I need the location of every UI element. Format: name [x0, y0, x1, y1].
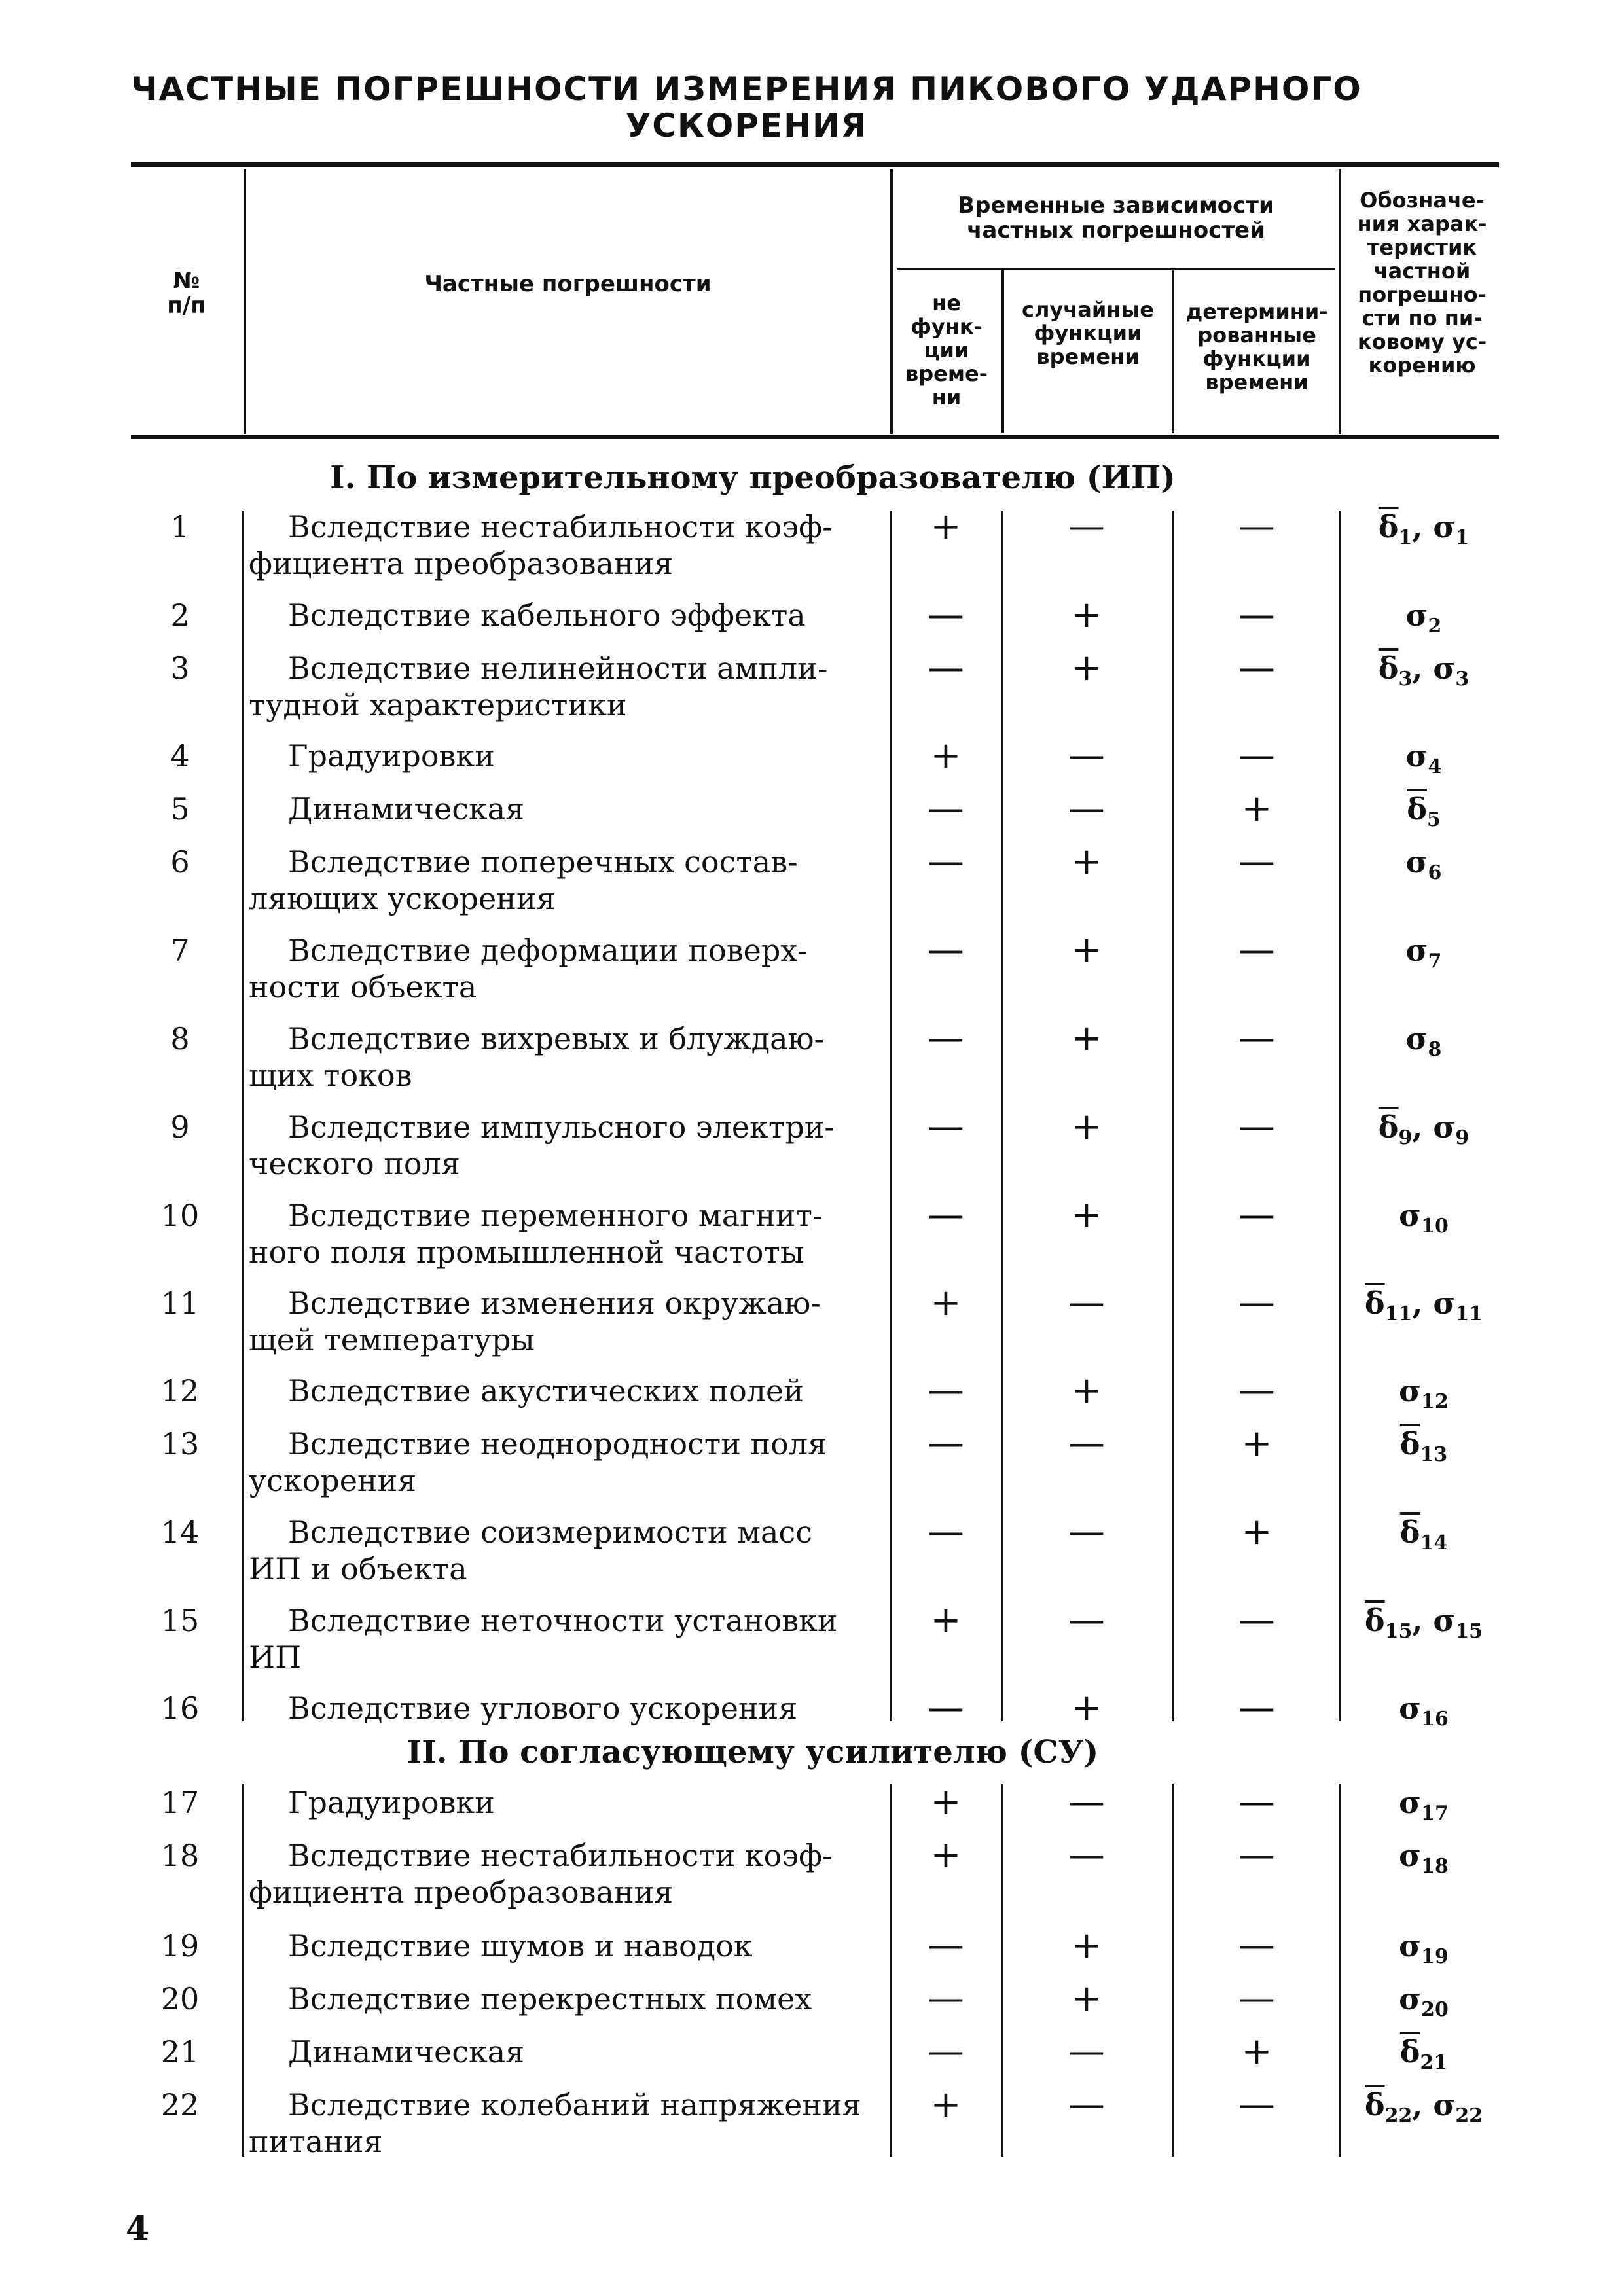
row-mark-determ: —	[1238, 1105, 1275, 1148]
row-mark-nonfunc: —	[928, 647, 964, 689]
row-description-line-2: щих токов	[249, 1058, 412, 1093]
notation-separator: ,	[1412, 509, 1434, 545]
delta-subscript: 11	[1384, 1302, 1413, 1326]
row-mark-nonfunc: +	[930, 734, 962, 777]
row-description	[249, 1197, 887, 1270]
row-mark-random: +	[1071, 1687, 1102, 1729]
row-mark-random: —	[1068, 1511, 1105, 1553]
row-description-line-2: ности объекта	[249, 969, 477, 1005]
row-notation	[1348, 1372, 1499, 1420]
title-line-2: УСКОРЕНИЯ	[625, 107, 868, 145]
row-number: 17	[160, 1785, 200, 1820]
notation-separator: ,	[1412, 1109, 1434, 1145]
row-description	[249, 1426, 887, 1499]
row-mark-nonfunc: —	[928, 1194, 964, 1236]
body-divider-determ-2	[1172, 1784, 1174, 2157]
row-mark-determ: —	[1238, 2083, 1275, 2126]
row-mark-determ: —	[1238, 1781, 1275, 1823]
delta-symbol: $\overline{\delta}$	[1364, 1285, 1385, 1321]
row-description-line-1: Вследствие вихревых и блуждаю-	[288, 1021, 825, 1056]
delta-subscript: 13	[1420, 1443, 1448, 1467]
row-notation	[1348, 1602, 1499, 1650]
row-mark-nonfunc: —	[928, 929, 964, 971]
notation-separator: ,	[1412, 2087, 1434, 2123]
row-mark-random: +	[1071, 1977, 1102, 2020]
row-mark-random: +	[1071, 840, 1102, 883]
row-description	[249, 2034, 887, 2070]
delta-subscript: 22	[1384, 2104, 1413, 2128]
row-number: 7	[170, 933, 190, 968]
row-description-line-1: Вследствие шумов и наводок	[288, 1928, 753, 1964]
page-title	[0, 71, 1493, 144]
row-number: 18	[160, 1838, 200, 1873]
row-description-line-2: тудной характеристики	[249, 687, 627, 723]
row-description-line-1: Вследствие нестабильности коэф-	[288, 509, 833, 545]
row-mark-nonfunc: +	[930, 2083, 962, 2126]
delta-subscript: 1	[1398, 526, 1413, 550]
row-mark-random: —	[1068, 2083, 1105, 2126]
row-description-line-2: ускорения	[249, 1463, 417, 1498]
sigma-subscript: 18	[1421, 1855, 1449, 1878]
row-description	[249, 597, 887, 634]
body-divider-random-2	[1001, 1784, 1003, 2157]
row-description-line-1: Вследствие неоднородности поля	[288, 1426, 827, 1462]
row-number: 9	[170, 1109, 190, 1145]
row-mark-random: —	[1068, 2030, 1105, 2073]
row-mark-random: —	[1068, 787, 1105, 830]
sigma-symbol: σ	[1399, 1838, 1422, 1873]
row-description	[249, 1285, 887, 1358]
row-number: 21	[160, 2034, 200, 2070]
row-description-line-2: ного поля промышленной частоты	[249, 1234, 804, 1270]
sigma-subscript: 11	[1455, 1302, 1483, 1326]
row-mark-random: —	[1068, 1599, 1105, 1641]
row-notation	[1348, 2087, 1499, 2134]
header-divider-num	[244, 169, 246, 434]
body-divider-random-1	[1001, 511, 1003, 1721]
row-mark-random: —	[1068, 1422, 1105, 1465]
row-mark-determ: —	[1238, 1194, 1275, 1236]
row-number: 4	[170, 738, 190, 774]
row-description-line-2: фициента преобразования	[249, 1874, 674, 1910]
header-col-nonfunc: не функ- ции време- ни	[905, 291, 988, 410]
row-number: 8	[170, 1021, 190, 1056]
sigma-symbol: σ	[1433, 2087, 1456, 2123]
row-number: 6	[170, 844, 190, 880]
row-mark-nonfunc: +	[930, 1599, 962, 1641]
sigma-subscript: 2	[1428, 615, 1442, 638]
sigma-symbol: σ	[1433, 509, 1456, 545]
row-notation	[1348, 1690, 1499, 1738]
row-notation	[1348, 1426, 1499, 1473]
delta-symbol: $\overline{\delta}$	[1364, 2087, 1385, 2123]
row-mark-determ: —	[1238, 929, 1275, 971]
row-mark-random: —	[1068, 1282, 1105, 1324]
row-number: 16	[160, 1691, 200, 1726]
delta-subscript: 14	[1420, 1532, 1448, 1555]
body-divider-errors-2	[242, 1784, 244, 2157]
row-description	[249, 1602, 887, 1676]
sigma-subscript: 20	[1421, 1998, 1449, 2022]
delta-symbol: $\overline{\delta}$	[1399, 1515, 1420, 1550]
row-mark-determ: —	[1238, 505, 1275, 548]
sigma-symbol: σ	[1405, 844, 1428, 880]
sigma-symbol: σ	[1405, 598, 1428, 633]
body-divider-notation-2	[1339, 1784, 1341, 2157]
delta-subscript: 21	[1420, 2051, 1448, 2075]
row-description-line-2: ИП и объекта	[249, 1551, 467, 1587]
delta-symbol: $\overline{\delta}$	[1378, 509, 1399, 545]
row-description-line-1: Динамическая	[288, 2034, 525, 2070]
row-mark-determ: —	[1238, 734, 1275, 777]
row-description-line-1: Вследствие изменения окружаю-	[288, 1285, 821, 1321]
row-description-line-1: Вследствие соизмеримости масс	[288, 1515, 812, 1550]
row-mark-nonfunc: —	[928, 1511, 964, 1553]
row-number: 11	[160, 1285, 200, 1321]
sigma-symbol: σ	[1399, 1198, 1422, 1233]
row-mark-nonfunc: —	[928, 1422, 964, 1465]
sigma-subscript: 12	[1421, 1390, 1449, 1414]
row-mark-nonfunc: +	[930, 1282, 962, 1324]
notation-separator: ,	[1412, 1285, 1434, 1321]
row-number: 5	[170, 791, 190, 827]
sigma-symbol: σ	[1433, 651, 1456, 686]
sigma-subscript: 19	[1421, 1945, 1449, 1969]
row-mark-determ: —	[1238, 1687, 1275, 1729]
row-description-line-2: фициента преобразования	[249, 546, 674, 581]
row-description	[249, 1514, 887, 1587]
row-description	[249, 932, 887, 1005]
row-mark-nonfunc: —	[928, 1017, 964, 1060]
sigma-subscript: 15	[1455, 1620, 1483, 1643]
header-num: № п/п	[167, 268, 206, 319]
sigma-symbol: σ	[1399, 1373, 1422, 1408]
row-mark-determ: —	[1238, 1369, 1275, 1412]
header-col-determ: детермини- рованные функции времени	[1185, 299, 1328, 395]
delta-subscript: 9	[1398, 1126, 1413, 1150]
row-mark-determ: —	[1238, 1017, 1275, 1060]
sigma-symbol: σ	[1405, 933, 1428, 968]
body-divider-nonfunc-1	[890, 511, 892, 1721]
notation-separator: ,	[1412, 651, 1434, 686]
row-notation	[1348, 1285, 1499, 1333]
sigma-subscript: 6	[1428, 861, 1442, 885]
sigma-subscript: 3	[1455, 668, 1470, 691]
delta-symbol: $\overline{\delta}$	[1364, 1603, 1385, 1638]
delta-symbol: $\overline{\delta}$	[1399, 1426, 1420, 1462]
row-description-line-1: Градуировки	[288, 1785, 495, 1820]
body-divider-determ-1	[1172, 511, 1174, 1721]
row-mark-nonfunc: +	[930, 505, 962, 548]
row-description-line-1: Динамическая	[288, 791, 525, 827]
sigma-symbol: σ	[1433, 1109, 1456, 1145]
row-description-line-2: щей температуры	[249, 1322, 535, 1357]
row-description	[249, 844, 887, 917]
sigma-symbol: σ	[1399, 1981, 1422, 2017]
row-mark-nonfunc: —	[928, 2030, 964, 2073]
row-mark-determ: —	[1238, 647, 1275, 689]
row-notation	[1348, 1020, 1499, 1068]
row-number: 12	[160, 1373, 200, 1408]
sigma-subscript: 7	[1428, 950, 1442, 973]
row-mark-random: +	[1071, 647, 1102, 689]
row-description	[249, 1020, 887, 1094]
row-notation	[1348, 1981, 1499, 2028]
row-notation	[1348, 1109, 1499, 1157]
row-notation	[1348, 650, 1499, 698]
row-number: 3	[170, 651, 190, 686]
row-notation	[1348, 509, 1499, 556]
section-heading-su: II. По согласующему усилителю (СУ)	[406, 1734, 1099, 1770]
row-mark-nonfunc: +	[930, 1834, 962, 1876]
row-number: 20	[160, 1981, 200, 2017]
row-description	[249, 791, 887, 827]
row-notation	[1348, 1928, 1499, 1975]
row-description-line-1: Вследствие углового ускорения	[288, 1691, 798, 1726]
row-notation	[1348, 1514, 1499, 1562]
row-number: 14	[160, 1515, 200, 1550]
row-mark-random: —	[1068, 1834, 1105, 1876]
row-description-line-1: Вследствие перекрестных помех	[288, 1981, 812, 2017]
row-description	[249, 1981, 887, 2017]
row-description	[249, 1837, 887, 1910]
row-number: 22	[160, 2087, 200, 2123]
row-mark-determ: +	[1241, 787, 1272, 830]
row-notation	[1348, 932, 1499, 980]
delta-symbol: $\overline{\delta}$	[1407, 791, 1427, 827]
row-mark-determ: —	[1238, 1282, 1275, 1324]
row-mark-nonfunc: —	[928, 1924, 964, 1967]
row-description-line-1: Вследствие нестабильности коэф-	[288, 1838, 833, 1873]
sigma-symbol: σ	[1399, 1928, 1422, 1964]
row-description	[249, 738, 887, 774]
row-description-line-1: Вследствие переменного магнит-	[288, 1198, 823, 1233]
body-divider-nonfunc-2	[890, 1784, 892, 2157]
row-number: 1	[170, 509, 190, 545]
section-heading-ip: I. По измерительному преобразователю (ИП)	[330, 459, 1176, 496]
row-description-line-1: Вследствие нелинейности ампли-	[288, 651, 828, 686]
sigma-subscript: 17	[1421, 1802, 1449, 1825]
row-description	[249, 1784, 887, 1821]
body-divider-errors-1	[242, 511, 244, 1721]
notation-separator: ,	[1412, 1603, 1434, 1638]
row-mark-nonfunc: —	[928, 594, 964, 636]
header-bottom-rule	[131, 435, 1499, 439]
row-description-line-1: Вследствие неточности установки	[288, 1603, 838, 1638]
row-number: 2	[170, 598, 190, 633]
row-mark-nonfunc: —	[928, 1369, 964, 1412]
title-line-1: ЧАСТНЫЕ ПОГРЕШНОСТИ ИЗМЕРЕНИЯ ПИКОВОГО УДАРНОГО	[131, 70, 1362, 108]
delta-symbol: $\overline{\delta}$	[1399, 2034, 1420, 2070]
row-description	[249, 650, 887, 723]
sigma-symbol: σ	[1433, 1603, 1456, 1638]
row-mark-random: —	[1068, 505, 1105, 548]
header-col-random: случайные функции времени	[1022, 297, 1154, 369]
sigma-symbol: σ	[1405, 1021, 1428, 1056]
row-mark-determ: —	[1238, 594, 1275, 636]
row-notation	[1348, 2034, 1499, 2081]
sigma-symbol: σ	[1399, 1691, 1422, 1726]
row-mark-nonfunc: —	[928, 840, 964, 883]
row-mark-determ: +	[1241, 1511, 1272, 1553]
row-description-line-1: Вследствие импульсного электри-	[288, 1109, 835, 1145]
row-description-line-1: Вследствие кабельного эффекта	[288, 598, 806, 633]
sigma-subscript: 1	[1455, 526, 1470, 550]
row-description-line-2: ческого поля	[249, 1146, 460, 1181]
delta-subscript: 5	[1426, 808, 1441, 832]
delta-subscript: 15	[1384, 1620, 1413, 1643]
row-number: 10	[160, 1198, 200, 1233]
sigma-subscript: 8	[1428, 1038, 1442, 1062]
row-mark-determ: —	[1238, 1599, 1275, 1641]
sigma-subscript: 10	[1421, 1215, 1449, 1238]
row-description	[249, 1690, 887, 1727]
row-mark-nonfunc: —	[928, 787, 964, 830]
row-description-line-1: Вследствие колебаний напряжения	[288, 2087, 861, 2123]
row-notation	[1348, 1837, 1499, 1885]
row-mark-determ: +	[1241, 1422, 1272, 1465]
row-number: 19	[160, 1928, 200, 1964]
row-description-line-2: ИП	[249, 1640, 302, 1675]
row-mark-random: +	[1071, 929, 1102, 971]
header-col-notation: Обозначе- ния харак- теристик частной погрешно- сти по пи- ковому ус- корению	[1357, 188, 1487, 378]
row-description	[249, 1928, 887, 1964]
row-number: 15	[160, 1603, 200, 1638]
row-notation	[1348, 791, 1499, 838]
row-description-line-1: Градуировки	[288, 738, 495, 774]
row-description	[249, 509, 887, 582]
delta-symbol: $\overline{\delta}$	[1378, 1109, 1399, 1145]
row-notation	[1348, 738, 1499, 785]
row-notation	[1348, 1784, 1499, 1832]
sigma-symbol: σ	[1399, 1785, 1422, 1820]
row-mark-random: +	[1071, 1017, 1102, 1060]
sigma-subscript: 4	[1428, 755, 1442, 779]
row-number: 13	[160, 1426, 200, 1462]
header-top-rule	[131, 162, 1499, 167]
row-description-line-1: Вследствие деформации поверх-	[288, 933, 808, 968]
row-notation	[1348, 1197, 1499, 1245]
row-mark-random: —	[1068, 1781, 1105, 1823]
row-mark-determ: —	[1238, 1977, 1275, 2020]
row-description	[249, 1109, 887, 1182]
row-description	[249, 2087, 887, 2160]
delta-symbol: $\overline{\delta}$	[1378, 651, 1399, 686]
row-mark-determ: —	[1238, 840, 1275, 883]
row-notation	[1348, 597, 1499, 645]
header-errors: Частные погрешности	[424, 271, 712, 297]
row-description-line-1: Вследствие поперечных состав-	[288, 844, 798, 880]
row-mark-determ: —	[1238, 1924, 1275, 1967]
row-mark-nonfunc: +	[930, 1781, 962, 1823]
time-group-rule	[897, 268, 1335, 270]
row-description-line-2: питания	[249, 2124, 383, 2159]
row-description-line-2: ляющих ускорения	[249, 881, 556, 916]
row-mark-random: +	[1071, 1369, 1102, 1412]
sigma-subscript: 9	[1455, 1126, 1470, 1150]
row-mark-determ: —	[1238, 1834, 1275, 1876]
delta-subscript: 3	[1398, 668, 1413, 691]
row-mark-determ: +	[1241, 2030, 1272, 2073]
row-description-line-1: Вследствие акустических полей	[288, 1373, 804, 1408]
row-mark-nonfunc: —	[928, 1105, 964, 1148]
page-number: 4	[126, 2209, 150, 2249]
row-mark-random: +	[1071, 1924, 1102, 1967]
sigma-symbol: σ	[1433, 1285, 1456, 1321]
sigma-subscript: 16	[1421, 1708, 1449, 1731]
sigma-symbol: σ	[1405, 738, 1428, 774]
sigma-subscript: 22	[1455, 2104, 1483, 2128]
row-mark-nonfunc: —	[928, 1687, 964, 1729]
row-mark-nonfunc: —	[928, 1977, 964, 2020]
row-description	[249, 1372, 887, 1409]
row-mark-random: +	[1071, 1105, 1102, 1148]
row-mark-random: —	[1068, 734, 1105, 777]
header-time-group: Временные зависимости частных погрешностей	[958, 192, 1274, 243]
row-mark-random: +	[1071, 1194, 1102, 1236]
row-mark-random: +	[1071, 594, 1102, 636]
body-divider-notation-1	[1339, 511, 1341, 1721]
row-notation	[1348, 844, 1499, 891]
